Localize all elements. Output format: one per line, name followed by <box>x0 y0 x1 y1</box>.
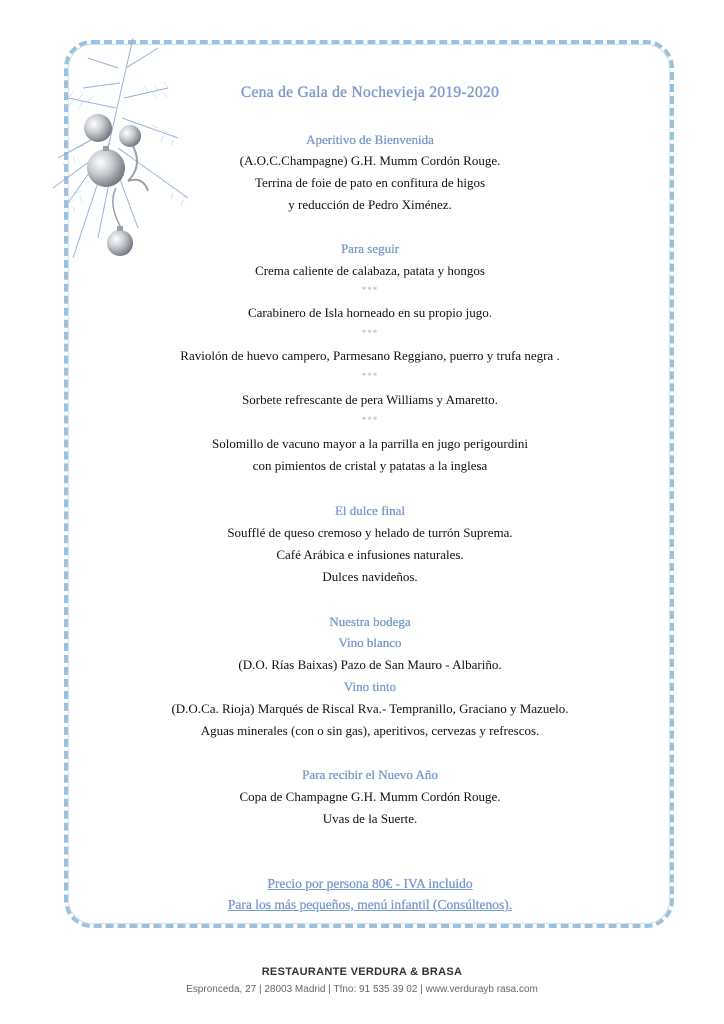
menu-line: Café Arábica e infusiones naturales. <box>276 547 464 562</box>
subheading-vino-tinto: Vino tinto <box>343 679 397 694</box>
menu-line: Terrina de foie de pato en confitura de higos <box>254 175 486 190</box>
separator: *** <box>361 328 379 338</box>
section-heading-nuevo-ano: Para recibir el Nuevo Año <box>302 767 438 782</box>
separator: *** <box>361 285 379 295</box>
section-heading-dulce: El dulce final <box>334 503 406 518</box>
menu-line: Uvas de la Suerte. <box>322 811 418 826</box>
menu-line: (A.O.C.Champagne) G.H. Mumm Cordón Rouge. <box>239 153 501 168</box>
menu-line: y reducción de Pedro Ximénez. <box>288 197 452 212</box>
separator: *** <box>361 371 379 381</box>
kids-menu-line: Para los más pequeños, menú infantil (Consúltenos). <box>227 897 513 912</box>
separator: *** <box>361 415 379 425</box>
menu-line: (D.O. Rías Baixas) Pazo de San Mauro - Albariño. <box>238 657 502 672</box>
price-line: Precio por persona 80€ - IVA incluido <box>267 876 473 891</box>
menu-line: Aguas minerales (con o sin gas), aperitivos, cervezas y refrescos. <box>200 723 540 738</box>
restaurant-contact: Espronceda, 27 | 28003 Madrid | Tfno: 91 535 39 02 | www.verdurayb rasa.com <box>186 984 538 995</box>
menu-line: Sorbete refrescante de pera Williams y Amaretto. <box>242 392 498 407</box>
menu-line: Copa de Champagne G.H. Mumm Cordón Rouge. <box>239 789 501 804</box>
menu-line: Solomillo de vacuno mayor a la parrilla en jugo perigourdini <box>212 436 528 451</box>
menu-line: con pimientos de cristal y patatas a la inglesa <box>252 458 488 473</box>
menu-line: Raviolón de huevo campero, Parmesano Reggiano, puerro y trufa negra . <box>180 348 560 363</box>
section-heading-aperitivo: Aperitivo de Bienvenida <box>306 132 434 147</box>
menu-line: Dulces navideños. <box>322 569 418 584</box>
restaurant-name: RESTAURANTE VERDURA & BRASA <box>261 966 463 978</box>
section-heading-seguir: Para seguir <box>340 241 400 256</box>
menu-line: Soufflé de queso cremoso y helado de turrón Suprema. <box>227 525 513 540</box>
section-heading-bodega: Nuestra bodega <box>329 614 411 629</box>
menu-line: Crema caliente de calabaza, patata y hongos <box>255 263 485 278</box>
menu-title: Cena de Gala de Nochevieja 2019-2020 <box>240 84 500 101</box>
subheading-vino-blanco: Vino blanco <box>338 635 402 650</box>
menu-line: Carabinero de Isla horneado en su propio jugo. <box>247 305 493 320</box>
menu-line: (D.O.Ca. Rioja) Marqués de Riscal Rva.- Tempranillo, Graciano y Mazuelo. <box>171 701 569 716</box>
